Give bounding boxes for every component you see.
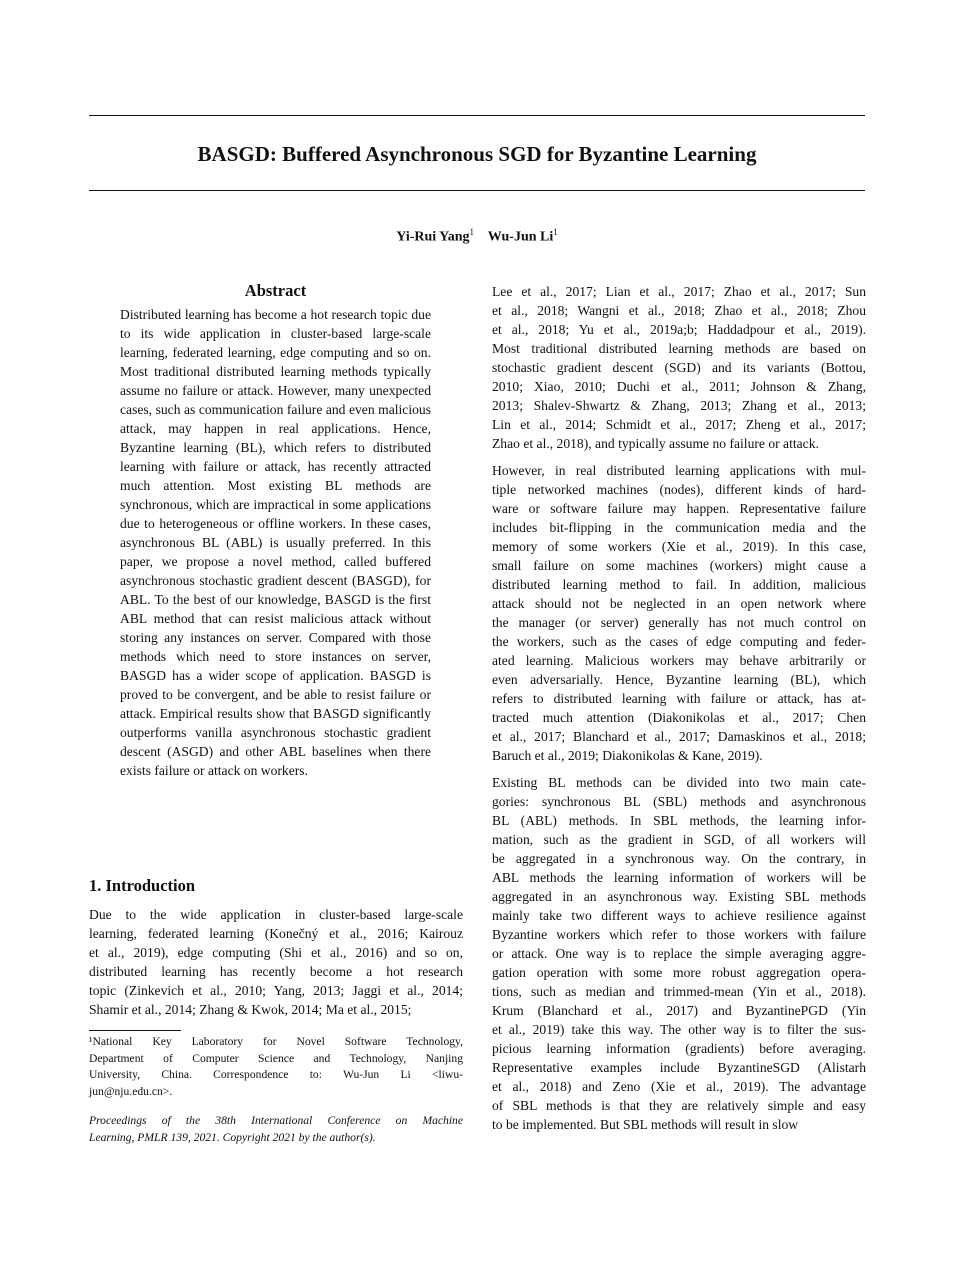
- text-line: gories: synchronous BL (SBL) methods and asynchronous: [492, 794, 866, 809]
- text-line: Department of Computer Science and Technology, Nanjing: [89, 1051, 463, 1065]
- text-line: memory of some workers (Xie et al., 2019). In this case,: [492, 539, 866, 554]
- text-line: Existing BL methods can be divided into two main cate-: [492, 775, 866, 790]
- title-rule-top: [89, 115, 865, 116]
- text-line: attack should not be neglected in an open network where: [492, 596, 866, 611]
- text-line: gation operation with some more robust aggregation opera-: [492, 965, 866, 980]
- text-line: Lin et al., 2014; Schmidt et al., 2017; Zheng et al., 2017;: [492, 417, 866, 432]
- section-heading: 1. Introduction: [89, 876, 196, 895]
- right-column: [492, 282, 866, 1142]
- text-line: mainly take two different ways to achieve resilience against: [492, 908, 866, 923]
- text-line: Due to the wide application in cluster-based large-scale: [89, 907, 463, 922]
- text-line: Zhao et al., 2018), and typically assume no failure or attack.: [492, 436, 819, 451]
- text-line: 2010; Xiao, 2010; Duchi et al., 2011; Johnson & Zhang,: [492, 379, 866, 394]
- text-line: includes bit-flipping in the communication media and the: [492, 520, 866, 535]
- text-line: Representative examples include ByzantineSGD (Alistarh: [492, 1060, 866, 1075]
- author-list: [89, 227, 865, 246]
- text-line: ware or software failure may happen. Representative failure: [492, 501, 866, 516]
- affiliation-mark: 1: [469, 227, 474, 237]
- text-line: distributed learning method to fail. In addition, malicious: [492, 577, 866, 592]
- author-name: Yi-Rui Yang: [396, 229, 470, 245]
- text-line: ated learning. Malicious workers may behave arbitrarily or: [492, 653, 866, 668]
- text-line: jun@nju.edu.cn>.: [89, 1084, 173, 1098]
- text-line: tions, such as median and trimmed-mean (Yin et al., 2018).: [492, 984, 866, 999]
- text-line: et al., 2017; Blanchard et al., 2017; Damaskinos et al., 2018;: [492, 729, 866, 744]
- text-line: et al., 2018; Yu et al., 2019a;b; Haddadpour et al., 2019).: [492, 322, 866, 337]
- paper-title: BASGD: Buffered Asynchronous SGD for Byzantine Learning: [197, 142, 757, 166]
- text-line: ¹National Key Laboratory for Novel Software Technology,: [89, 1035, 463, 1048]
- text-line: However, in real distributed learning applications with mul-: [492, 463, 866, 478]
- text-line: Krum (Blanchard et al., 2017) and ByzantinePGD (Yin: [492, 1003, 866, 1018]
- text-line: University, China. Correspondence to: Wu-Jun Li <liwu-: [89, 1068, 463, 1081]
- text-line: et al., 2019) take this way. The other way is to filter the sus-: [492, 1022, 866, 1037]
- text-line: 2013; Shalev-Shwartz & Zhang, 2013; Zhang et al., 2013;: [492, 398, 866, 413]
- footnote: [89, 1030, 463, 1100]
- text-line: learning, federated learning (Konečný et al., 2016; Kairouz: [89, 926, 463, 941]
- text-line: Byzantine workers which refer to those workers with failure: [492, 927, 866, 942]
- text-line: topic (Zinkevich et al., 2010; Yang, 2013; Jaggi et al., 2014;: [89, 983, 463, 998]
- text-line: small failure on some machines (workers) might cause a: [492, 558, 866, 573]
- abstract-text: Distributed learning has become a hot research topic due to its wide application in cluster-based large-scale learning, federated learning, edge computing and so on. Most traditional distributed learning methods typically assume no failure or attack. However, many unexpected cases, such as communication failure and even malicious attack, may happen in real applications. Hence, Byzantine learning (BL), which refers to distributed learning with failure or attack, has recently attracted much attention. Most existing BL methods are synchronous, which are impractical in some applications due to heterogeneous or offline workers. In these cases, asynchronous BL (ABL) is usually preferred. In this paper, we propose a novel method, called buffered asynchronous stochastic gradient descent (BASGD), for ABL. To the best of our knowledge, BASGD is the first ABL method that can resist malicious attack without storing any instances on server. Compared with those methods which need to store instances on server, BASGD has a wider scope of application. BASGD is proved to be convergent, and be able to resist failure or attack. Empirical results show that BASGD significantly outperforms vanilla asynchronous stochastic gradient descent (ASGD) and other ABL baselines when there exists failure or attack on workers.: [120, 307, 431, 778]
- proceedings-note: [89, 1113, 463, 1146]
- text-line: aggregated in an asynchronous way. Existing SBL methods: [492, 889, 866, 904]
- text-line: Learning, PMLR 139, 2021. Copyright 2021 by the author(s).: [89, 1130, 376, 1144]
- text-line: Lee et al., 2017; Lian et al., 2017; Zhao et al., 2017; Sun: [492, 284, 866, 299]
- paragraph: [492, 461, 866, 765]
- text-line: et al., 2018) and Zeno (Xie et al., 2019). The advantage: [492, 1079, 866, 1094]
- text-line: refers to distributed learning with failure or attack, has at-: [492, 691, 866, 706]
- paragraph: [492, 773, 866, 1134]
- text-line: Most traditional distributed learning methods are based on: [492, 341, 866, 356]
- text-line: tiple networked machines (nodes), different kinds of hard-: [492, 482, 866, 497]
- title-rule-bottom: [89, 190, 865, 191]
- text-line: Proceedings of the 38th International Conference on Machine: [89, 1114, 463, 1127]
- introduction-section: [89, 876, 463, 1019]
- text-line: to be implemented. But SBL methods will result in slow: [492, 1117, 799, 1132]
- text-line: distributed learning has recently become a hot research: [89, 964, 463, 979]
- text-line: the manager (or server) generally has not much control on: [492, 615, 866, 630]
- text-line: stochastic gradient descent (SGD) and its variants (Bottou,: [492, 360, 866, 375]
- abstract-section: [120, 281, 431, 780]
- text-line: Baruch et al., 2019; Diakonikolas & Kane, 2019).: [492, 748, 763, 763]
- paragraph: [492, 282, 866, 453]
- text-line: be aggregated in a synchronous way. On the contrary, in: [492, 851, 866, 866]
- text-line: mation, such as the gradient in SGD, of all workers will: [492, 832, 866, 847]
- affiliation-mark: 1: [553, 227, 558, 237]
- text-line: of SBL methods is that they are relatively simple and easy: [492, 1098, 866, 1113]
- text-line: et al., 2019), edge computing (Shi et al., 2016) and so on,: [89, 945, 463, 960]
- footnote-rule: [89, 1030, 181, 1031]
- text-line: picious learning information (gradients) before averaging.: [492, 1041, 866, 1056]
- text-line: et al., 2018; Wangni et al., 2018; Zhao et al., 2018; Zhou: [492, 303, 866, 318]
- text-line: or attack. One way is to replace the simple averaging aggre-: [492, 946, 866, 961]
- intro-paragraph: [89, 905, 463, 1019]
- abstract-heading: Abstract: [244, 281, 307, 300]
- text-line: even adversarially. Hence, Byzantine learning (BL), which: [492, 672, 866, 687]
- text-line: BL (ABL) methods. In SBL methods, the learning infor-: [492, 813, 866, 828]
- text-line: Shamir et al., 2014; Zhang & Kwok, 2014; Ma et al., 2015;: [89, 1002, 412, 1017]
- text-line: ABL methods the learning information of workers will be: [492, 870, 866, 885]
- author-name: Wu-Jun Li: [487, 229, 554, 245]
- text-line: the workers, such as the cases of edge computing and feder-: [492, 634, 866, 649]
- text-line: tracted much attention (Diakonikolas et al., 2017; Chen: [492, 710, 866, 725]
